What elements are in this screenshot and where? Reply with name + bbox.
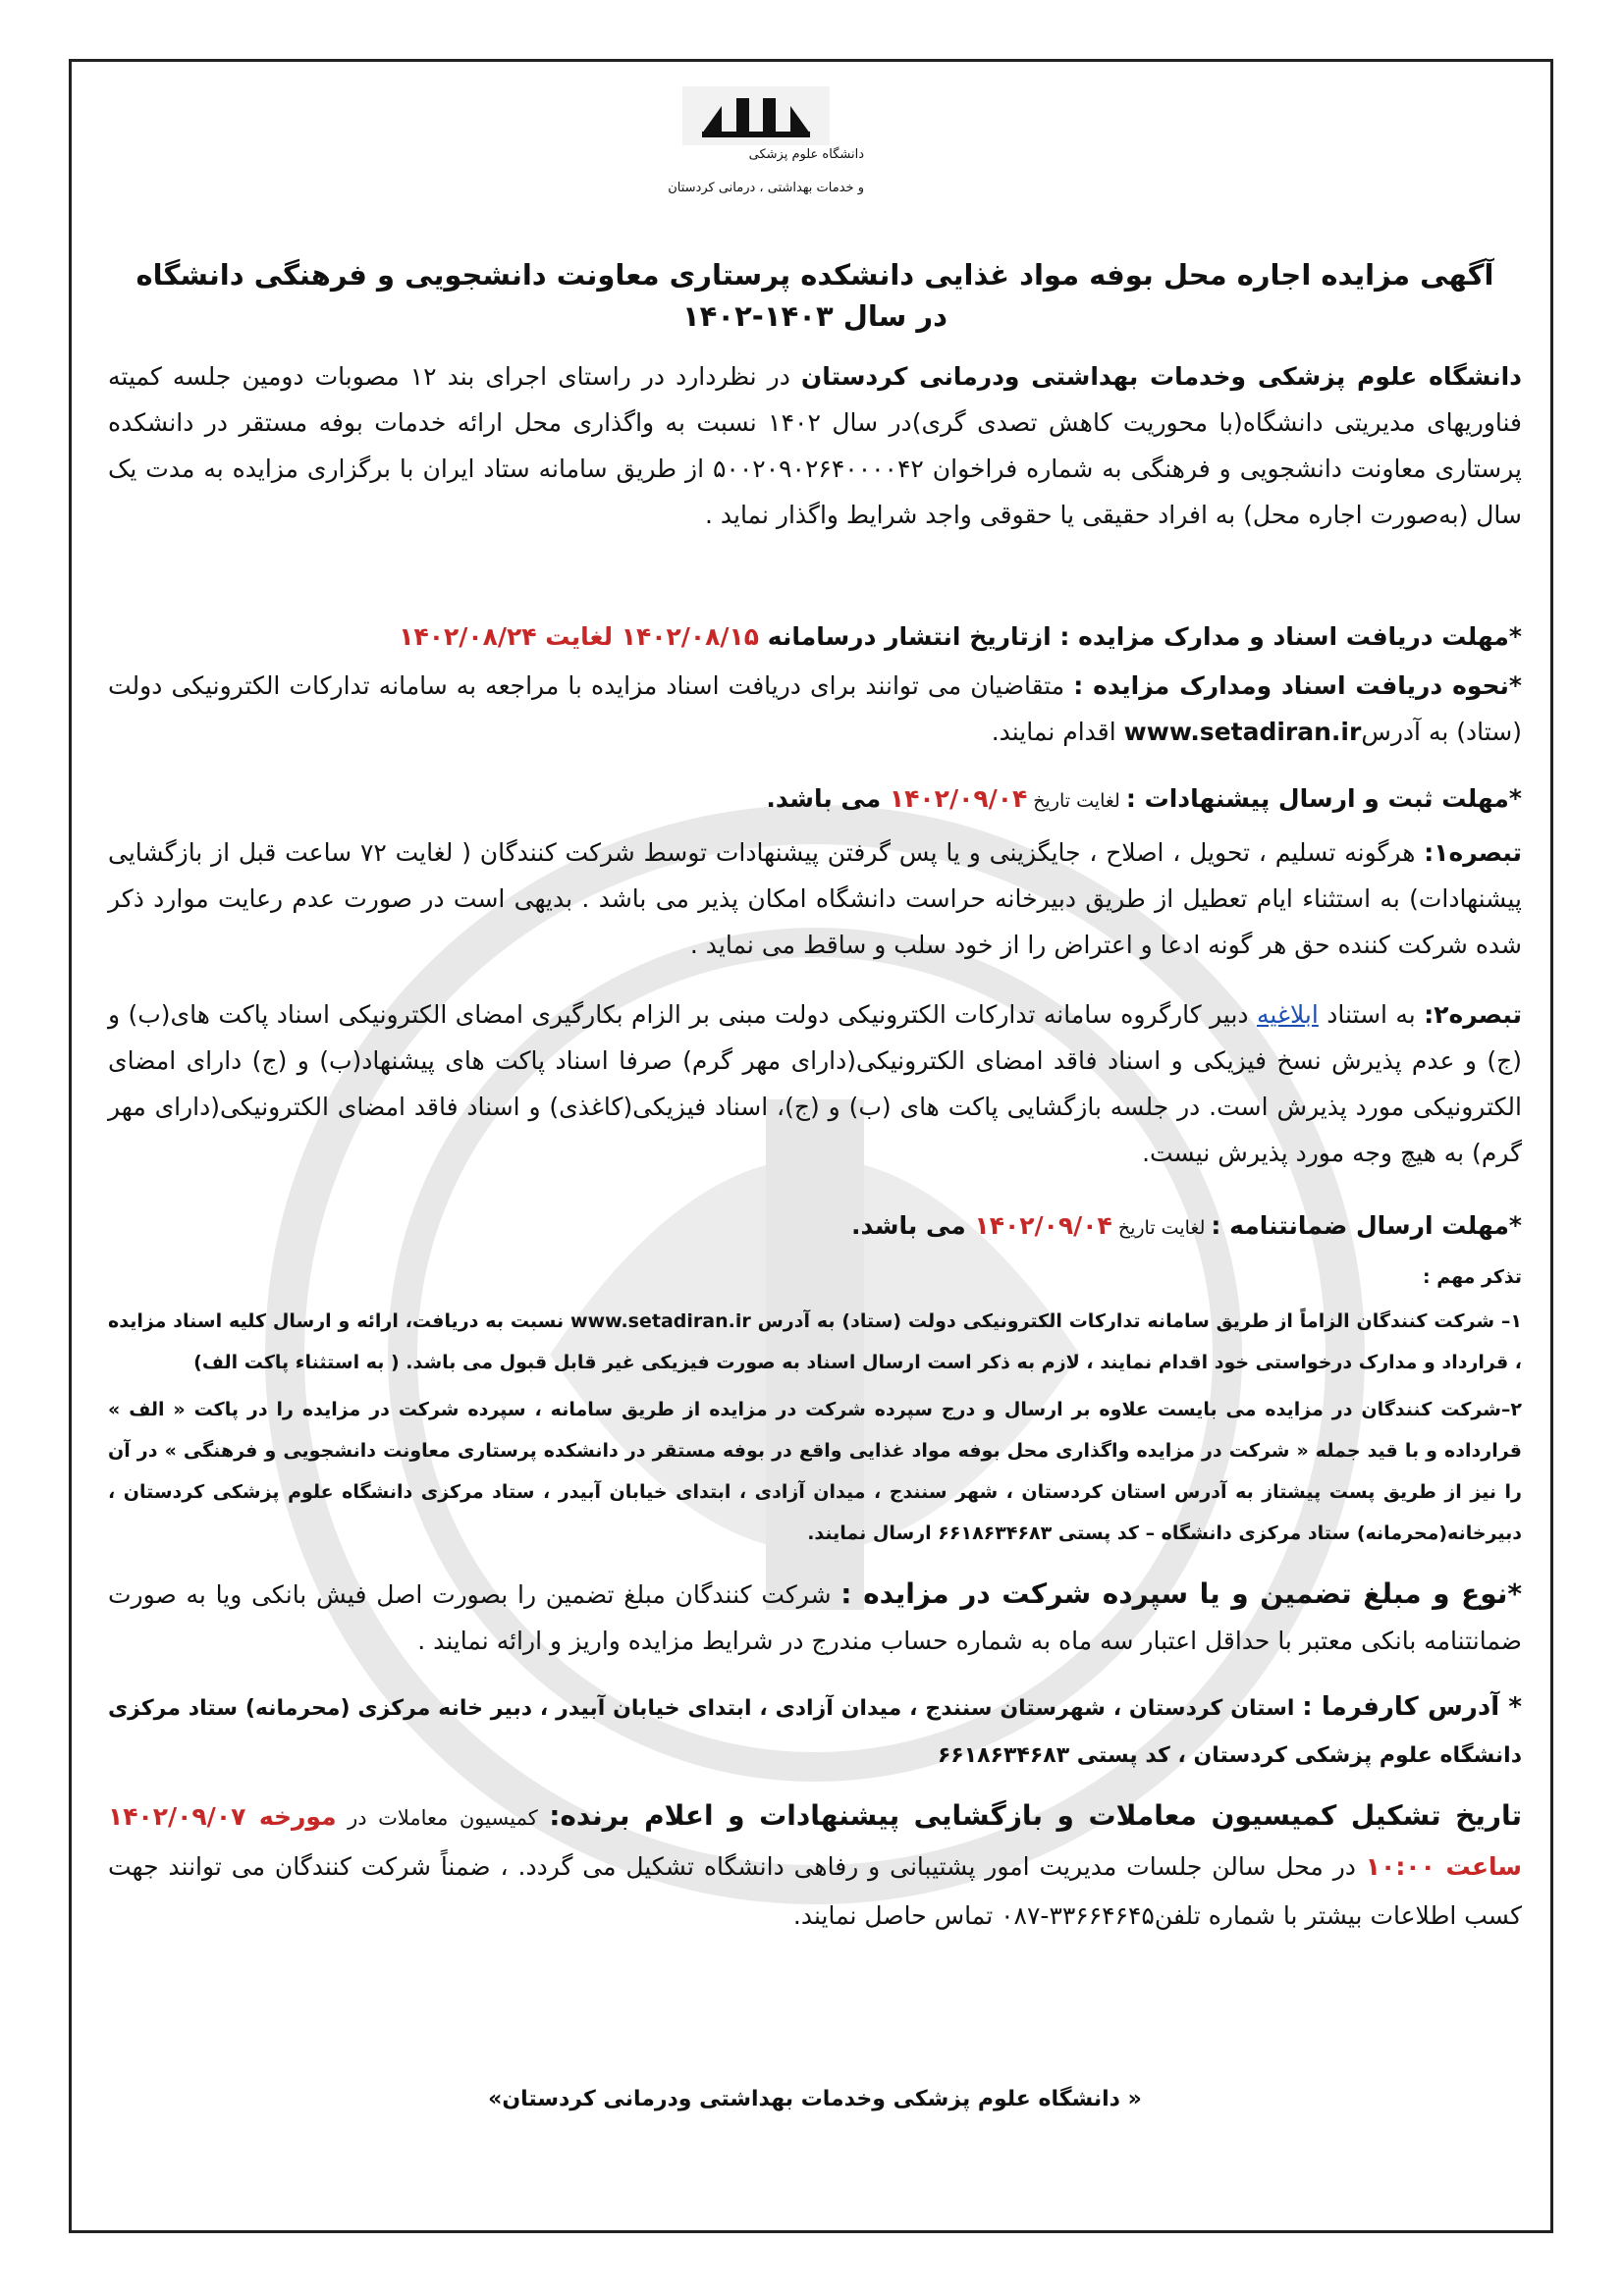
university-logo [628, 86, 884, 214]
deadline-guarantee-post: می باشد. [850, 1211, 975, 1240]
intro-text: در نظردارد در راستای اجرای بند ۱۲ مصوبات دومین جلسه کمیته فناوریهای مدیریتی دانشگاه(با محوریت کاهش تصدی گری)در سال ۱۴۰۲ نسبت به واگذاری محل ارائه خدمات بوفه مستقر در دانشکده پرستاری معاونت دانشجویی و فرهنگی به شماره فراخوان ۵۰۰۲۰۹۰۲۶۴۰۰۰۰۴۲ از طریق سامانه ستاد ایران با برگزاری مزایده به مدت یک سال (به‌صورت اجاره محل) به افراد حقیقی یا حقوقی واجد شرایط واگذار نماید . [108, 362, 1523, 529]
deadline-docs [108, 614, 1522, 660]
setad-url[interactable]: www.setadiran.ir [1123, 718, 1362, 746]
deadline-guarantee [108, 1202, 1522, 1252]
guarantee-label: *نوع و مبلغ تضمین و یا سپرده شرکت در مزایده : [840, 1577, 1522, 1610]
deadline-guarantee-date: ۱۴۰۲/۰۹/۰۴ [974, 1211, 1112, 1240]
reminder-item-2: ۲–شرکت کنندگان در مزایده می بایست علاوه بر ارسال و درج سپرده شرکت در مزایده از طریق سامانه ، سپرده شرکت در مزایده را در پاکت « الف » قرارداده و با قید جمله « شرکت در مزایده واگذاری محل بوفه مواد غذایی واقع در بوفه مستقر در دانشکده پرستاری معاونت دانشجویی و فرهنگی » در آن را نیز از طریق پست پیشتاز به آدرس استان کردستان ، شهر سنندج ، میدان آزادی ، ابتدای خیابان آبیدر ، ستاد مرکزی دانشگاه علوم پزشکی کردستان ، دبیرخانه(محرمانه) ستاد مرکزی دانشگاه – کد پستی ۶۶۱۸۶۳۴۶۸۳ ارسال نمایند. [108, 1399, 1522, 1544]
deadline-submit-pre: لغایت تاریخ [1027, 790, 1126, 812]
note-2-pre: به استناد [1318, 1000, 1425, 1029]
ablaghiye-link[interactable]: ابلاغیه [1256, 1000, 1319, 1029]
note-1 [108, 829, 1522, 968]
guarantee-text: شرکت کنندگان مبلغ تضمین را بصورت اصل فیش بانکی ویا به صورت ضمانتنامه بانکی معتبر با حداقل اعتبار سه ماه به شماره حساب مندرج در شرایط مزایده واریز و ارائه نمایند . [108, 1580, 1522, 1655]
deadline-docs-dates: ۱۴۰۲/۰۸/۱۵ لغایت ۱۴۰۲/۰۸/۲۴ [399, 622, 768, 651]
note-2 [108, 991, 1522, 1176]
deadline-submit [108, 775, 1522, 825]
employer-address-text: استان کردستان ، شهرستان سنندج ، میدان آزادی ، ابتدای خیابان آبیدر ، دبیر خانه مرکزی (محرمانه) ستاد مرکزی دانشگاه علوم پزشکی کردستان ، کد پستی ۶۶۱۸۶۳۴۶۸۳ [108, 1696, 1522, 1768]
employer-address [108, 1683, 1522, 1780]
deadline-submit-date: ۱۴۰۲/۰۹/۰۴ [889, 784, 1028, 813]
logo-caption-line2: و خدمات بهداشتی ، درمانی کردستان [668, 181, 864, 195]
deadline-submit-label: *مهلت ثبت و ارسال پیشنهادات : [1125, 784, 1522, 813]
commission-section [108, 1791, 1522, 1941]
logo-caption-line1: دانشگاه علوم پزشکی [748, 147, 864, 162]
reminder-item-1: ۱– شرکت کنندگان الزاماً از طریق سامانه تدارکات الکترونیکی دولت (ستاد) به آدرس www.setadiran.ir نسبت به دریافت، ارائه و ارسال کلیه اسناد مزایده ، قرارداد و مدارک درخواستی خود اقدام نمایند ، لازم به ذکر است ارسال اسناد به صورت فیزیکی غیر قابل قبول می باشد. ( به استثناء پاکت الف) [108, 1310, 1522, 1373]
deadline-docs-label: *مهلت دریافت اسناد و مدارک مزایده : ازتاریخ انتشار درسامانه [767, 622, 1522, 651]
note-1-label: تبصره۱: [1424, 838, 1523, 867]
commission-pre: کمیسیون معاملات در [336, 1806, 550, 1830]
university-emblem-icon [682, 86, 830, 145]
how-docs-text2: اقدام نمایند. [991, 718, 1124, 746]
deadline-guarantee-label: *مهلت ارسال ضمانتنامه : [1211, 1211, 1522, 1240]
commission-label: تاریخ تشکیل کمیسیون معاملات و بازگشایی پیشنهادات و اعلام برنده: [549, 1799, 1522, 1832]
intro-paragraph [108, 353, 1522, 538]
reminders-heading: تذکر مهم : [1422, 1266, 1522, 1288]
org-name: دانشگاه علوم پزشکی وخدمات بهداشتی ودرمانی کردستان [800, 362, 1523, 391]
footer-signature: « دانشگاه علوم پزشکی وخدمات بهداشتی ودرمانی کردستان» [488, 2087, 1142, 2111]
note-2-label: تبصره۲: [1424, 1000, 1523, 1029]
how-docs-text: متقاضیان می توانند برای دریافت اسناد مزایده با مراجعه به سامانه تدارکات الکترونیکی دولت (ستاد) به آدرس [108, 671, 1522, 746]
commission-text: در محل سالن جلسات مدیریت امور پشتیبانی و رفاهی دانشگاه تشکیل می گردد. ، ضمناً شرکت کنندگان می توانند جهت کسب اطلاعات بیشتر با شماره تلفن۳۳۶۶۴۶۴۵-۰۸۷ تماس حاصل نمایند. [108, 1852, 1522, 1930]
deadline-guarantee-pre: لغایت تاریخ [1111, 1217, 1212, 1239]
how-docs-label: *نحوه دریافت اسناد ومدارک مزایده : [1073, 671, 1522, 700]
how-docs [108, 663, 1522, 755]
commission-date: مورخه ۱۴۰۲/۰۹/۰۷ ساعت ۱۰:۰۰ [108, 1802, 1523, 1881]
note-2-text: دبیر کارگروه سامانه تدارکات الکترونیکی دولت مبنی بر الزام بکارگیری امضای الکترونیکی اسناد پاکت های(ب) و (ج) و عدم پذیرش نسخ فیزیکی و اسناد فاقد امضای الکترونیکی(دارای مهر گرم) صرفا اسناد پاکت های پیشنهاد(ب) و (ج) دارای امضای الکترونیکی مورد پذیرش است. در جلسه بازگشایی پاکت های (ب) و (ج)، اسناد فیزیکی(کاغذی) و اسناد فاقد امضای الکترونیکی(دارای مهر گرم) به هیچ وجه مورد پذیرش نیست. [108, 1000, 1522, 1167]
employer-address-label: * آدرس کارفرما : [1302, 1692, 1522, 1722]
deadline-submit-post: می باشد. [766, 784, 890, 813]
page-title-year: در سال ۱۴۰۳-۱۴۰۲ [681, 299, 947, 333]
page-title: آگهی مزایده اجاره محل بوفه مواد غذایی دانشکده پرستاری معاونت دانشجویی و فرهنگی دانشگاه [135, 258, 1494, 292]
note-1-text: هرگونه تسلیم ، تحویل ، اصلاح ، جایگزینی و یا پس گرفتن پیشنهادات توسط شرکت کنندگان ( لغایت ۷۲ ساعت قبل از بازگشایی پیشنهادات) به استثناء ایام تعطیل از طریق دبیرخانه حراست دانشگاه امکان پذیر می باشد . بدیهی است در صورت عدم رعایت موارد ذکر شده شرکت کننده حق هر گونه ادعا و اعتراض را از خود سلب و ساقط می نماید . [108, 838, 1522, 959]
guarantee-section [108, 1571, 1522, 1664]
